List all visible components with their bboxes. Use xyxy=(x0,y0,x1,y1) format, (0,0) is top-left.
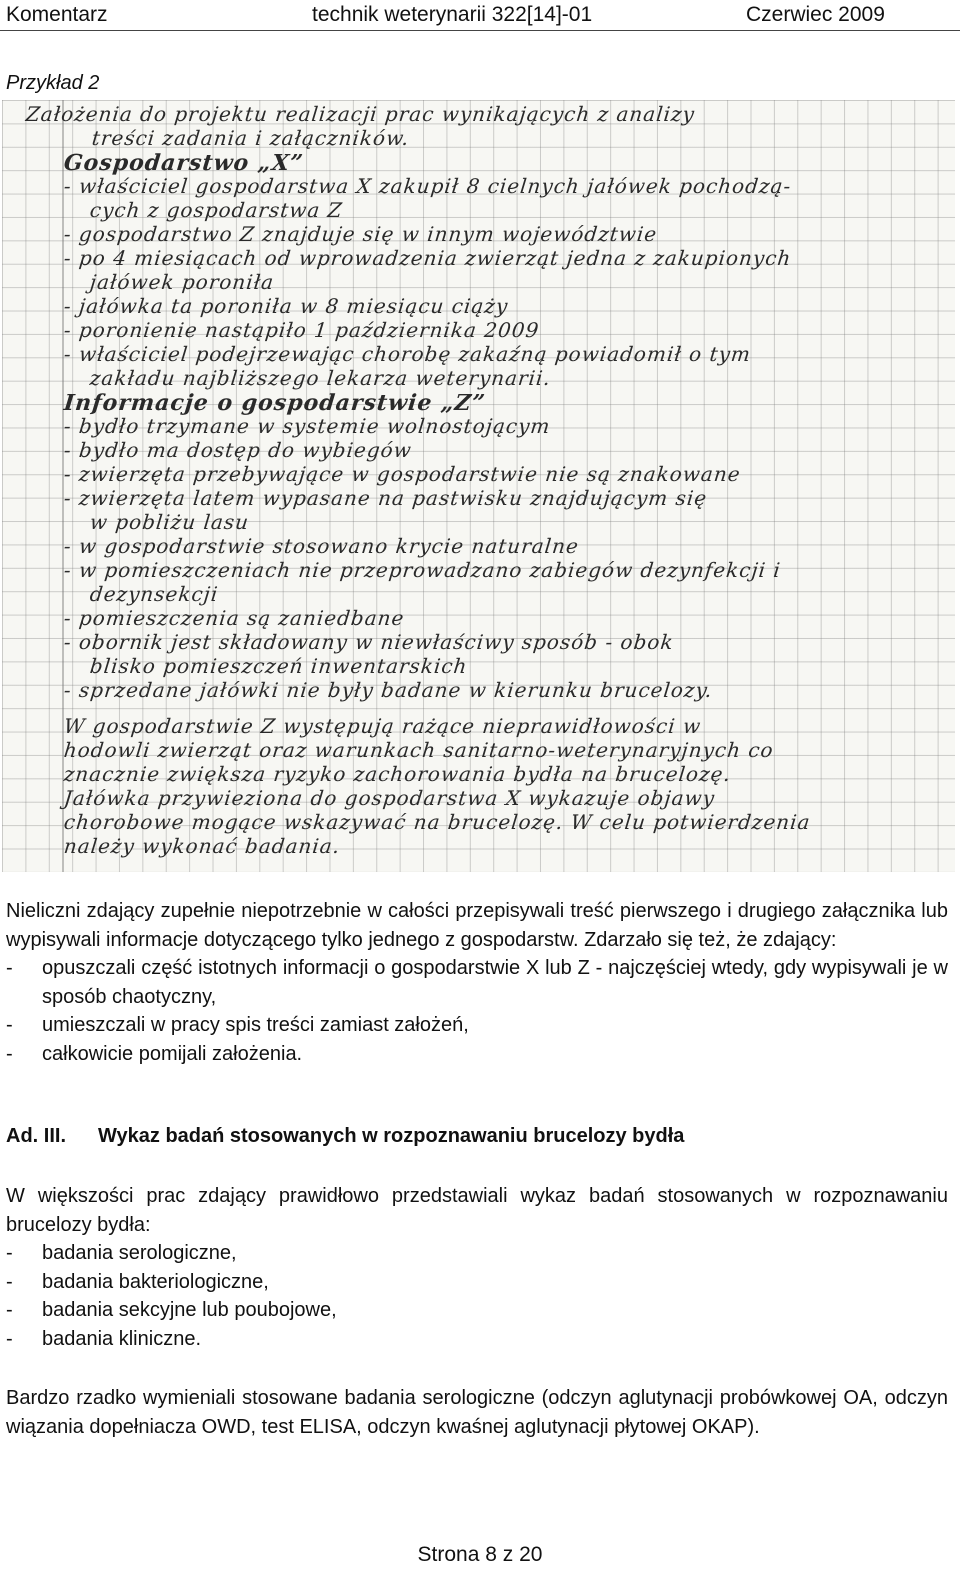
handwritten-line: - właściciel gospodarstwa X zakupił 8 cielnych jałówek pochodzą- xyxy=(62,174,793,198)
handwritten-heading: Informacje o gospodarstwie „Z” xyxy=(62,390,487,416)
handwritten-line: zakładu najbliższego lekarza weterynarii. xyxy=(88,366,553,390)
commentary-paragraph-2 xyxy=(6,1182,948,1354)
page-number: Strona 8 z 20 xyxy=(417,1543,543,1566)
list-item-text: opuszczali część istotnych informacji o gospodarstwie X lub Z - najczęściej wtedy, gdy wypisywali je w sposób chaotyczny, xyxy=(42,957,948,1008)
page-header xyxy=(0,0,960,31)
handwritten-line: cych z gospodarstwa Z xyxy=(88,198,344,222)
handwritten-line: - bydło trzymane w systemie wolnostojącym xyxy=(62,414,552,438)
example-label: Przykład 2 xyxy=(6,72,100,94)
list-item-text: badania serologiczne, xyxy=(42,1242,237,1265)
list-item-text: całkowicie pomijali założenia. xyxy=(42,1042,303,1065)
header-date: Czerwiec 2009 xyxy=(746,3,885,26)
handwritten-scan-image xyxy=(2,100,955,872)
handwritten-line: jałówek poroniła xyxy=(88,270,276,294)
paragraph-text: Nieliczni zdający zupełnie niepotrzebnie w całości przepisywali treść pierwszego i drugiego załącznika lub wypisywali informacje dotyczącego tylko jednego z gospodarstw. Zdarzało się też, że zdający: xyxy=(6,900,948,951)
handwritten-line: hodowli zwierząt oraz warunkach sanitarno-weterynaryjnych co xyxy=(62,738,775,762)
handwritten-line: - jałówka ta poroniła w 8 miesiącu ciąży xyxy=(62,294,510,318)
list-item-text: umieszczali w pracy spis treści zamiast założeń, xyxy=(42,1014,469,1037)
handwritten-line: - obornik jest składowany w niewłaściwy sposób - obok xyxy=(62,630,675,654)
handwritten-line: - poronienie nastąpiło 1 października 2009 xyxy=(62,318,541,342)
paragraph-text: W większości prac zdający prawidłowo przedstawiali wykaz badań stosowanych w rozpoznawaniu brucelozy bydła: xyxy=(6,1185,948,1236)
handwritten-line: blisko pomieszczeń inwentarskich xyxy=(88,654,469,678)
list-item-text: badania bakteriologiczne, xyxy=(42,1270,269,1293)
handwritten-heading: Gospodarstwo „X” xyxy=(62,150,305,176)
handwritten-line: należy wykonać badania. xyxy=(62,834,342,858)
handwritten-line: - pomieszczenia są zaniedbane xyxy=(62,606,406,630)
list-item xyxy=(6,1296,948,1325)
handwritten-line: dezynsekcji xyxy=(88,582,220,606)
section-title: Wykaz badań stosowanych w rozpoznawaniu brucelozy bydła xyxy=(98,1125,685,1147)
handwritten-line: - w gospodarstwie stosowano krycie naturalne xyxy=(62,534,581,558)
section-heading xyxy=(6,1125,684,1148)
commentary-paragraph-3 xyxy=(6,1384,948,1441)
list-dash: - xyxy=(6,1242,13,1265)
handwritten-line: - w pomieszczeniach nie przeprowadzano zabiegów dezynfekcji i xyxy=(62,558,783,582)
handwritten-line: - gospodarstwo Z znajduje się w innym województwie xyxy=(62,222,659,246)
list-item xyxy=(6,1325,948,1354)
commentary-paragraph-1 xyxy=(6,897,948,1069)
header-left-title: Komentarz xyxy=(6,3,108,26)
list-item xyxy=(6,954,948,1011)
section-number: Ad. III. xyxy=(6,1125,66,1147)
handwritten-line: Jałówka przywieziona do gospodarstwa X wykazuje objawy xyxy=(62,786,717,810)
handwritten-line: - po 4 miesiącach od wprowadzenia zwierząt jedna z zakupionych xyxy=(62,246,793,270)
handwritten-line: - bydło ma dostęp do wybiegów xyxy=(62,438,414,462)
handwritten-line: - właściciel podejrzewając chorobę zakaźną powiadomił o tym xyxy=(62,342,753,366)
handwritten-line: chorobowe mogące wskazywać na brucelozę. W celu potwierdzenia xyxy=(62,810,812,834)
list-item-text: badania kliniczne. xyxy=(42,1327,201,1350)
handwritten-line: - zwierzęta latem wypasane na pastwisku znajdującym się xyxy=(62,486,709,510)
handwritten-line: Założenia do projektu realizacji prac wynikających z analizy xyxy=(24,102,697,126)
handwritten-line: w pobliżu lasu xyxy=(88,510,251,534)
tests-list xyxy=(6,1239,948,1353)
list-item xyxy=(6,1268,948,1297)
omissions-list xyxy=(6,954,948,1068)
list-item xyxy=(6,1040,948,1069)
list-item xyxy=(6,1011,948,1040)
handwritten-line: znacznie zwiększa ryzyko zachorowania bydła na brucelozę. xyxy=(62,762,733,786)
list-dash: - xyxy=(6,1327,13,1350)
list-item xyxy=(6,1239,948,1268)
list-dash: - xyxy=(6,1042,13,1065)
handwritten-line: treści zadania i załączników. xyxy=(90,126,411,150)
handwritten-line: W gospodarstwie Z występują rażące nieprawidłowości w xyxy=(62,714,703,738)
header-center-title: technik weterynarii 322[14]-01 xyxy=(312,3,593,26)
list-dash: - xyxy=(6,957,13,980)
list-dash: - xyxy=(6,1014,13,1037)
list-dash: - xyxy=(6,1299,13,1322)
handwritten-line: - sprzedane jałówki nie były badane w kierunku brucelozy. xyxy=(62,678,714,702)
handwritten-line: - zwierzęta przebywające w gospodarstwie nie są znakowane xyxy=(62,462,742,486)
paragraph-text: Bardzo rzadko wymieniali stosowane badania serologiczne (odczyn aglutynacji probówkowej OA, odczyn wiązania dopełniacza OWD, test ELISA, odczyn kwaśnej aglutynacji płytowej OKAP). xyxy=(6,1387,948,1438)
list-item-text: badania sekcyjne lub poubojowe, xyxy=(42,1299,337,1322)
list-dash: - xyxy=(6,1270,13,1293)
